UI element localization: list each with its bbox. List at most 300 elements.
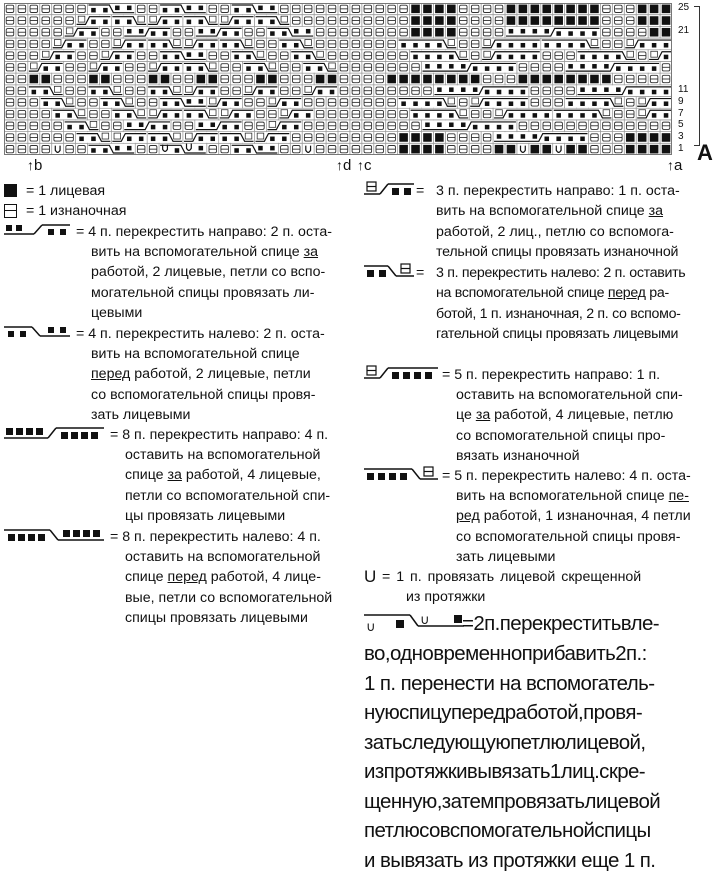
knit-stitch xyxy=(650,16,659,25)
knit-mini xyxy=(306,66,311,71)
purl-stitch xyxy=(18,122,26,129)
knit-mini xyxy=(32,90,37,95)
purl-stitch xyxy=(483,134,491,141)
purl-stitch xyxy=(400,110,408,117)
purl-stitch xyxy=(304,5,312,12)
purl-stitch xyxy=(615,122,623,129)
knit-stitch xyxy=(650,145,659,154)
knitting-chart-grid xyxy=(4,3,672,155)
knit-stitch xyxy=(399,145,408,154)
knit-mini xyxy=(509,101,514,106)
knit-mini xyxy=(163,8,168,13)
purl-stitch xyxy=(352,40,360,47)
legend-text: =2п.перекреститьвле- xyxy=(462,612,660,635)
purl-stitch xyxy=(304,122,312,129)
knit-mini xyxy=(568,31,573,36)
knit-mini xyxy=(139,29,144,34)
purl-stitch xyxy=(42,17,50,24)
legend-item-cable-4-left xyxy=(4,324,356,425)
knit-stitch xyxy=(662,16,671,25)
knit-stitch xyxy=(435,75,444,84)
knit-stitch xyxy=(411,133,420,142)
knit-mini xyxy=(580,113,585,118)
knit-mini xyxy=(401,43,406,48)
knit-mini xyxy=(103,148,108,153)
purl-stitch xyxy=(328,99,336,106)
purl-stitch xyxy=(245,99,253,106)
purl-stitch xyxy=(483,110,491,117)
knit-mini xyxy=(497,66,502,71)
purl-stitch xyxy=(78,146,86,153)
knit-mini xyxy=(246,20,251,25)
purl-stitch xyxy=(6,52,14,59)
purl-stitch xyxy=(18,87,26,94)
knit-mini xyxy=(234,125,239,130)
knit-mini xyxy=(580,55,585,60)
knit-mini xyxy=(43,66,48,71)
purl-stitch xyxy=(638,122,646,129)
knit-mini xyxy=(521,55,526,60)
knit-mini xyxy=(199,113,204,118)
knit-mini xyxy=(604,55,609,60)
purl-stitch xyxy=(340,99,348,106)
purl-stitch xyxy=(316,29,324,36)
purl-stitch xyxy=(292,64,300,71)
purl-stitch xyxy=(42,134,50,141)
knit-mini xyxy=(258,20,263,25)
purl-stitch xyxy=(328,40,336,47)
purl-stitch xyxy=(448,146,456,153)
purl-stitch xyxy=(626,99,634,106)
knit-stitch xyxy=(435,5,444,14)
knit-mini xyxy=(568,101,573,106)
legend-text: со вспомогательной спицы провя- xyxy=(91,386,316,403)
legend-text: работой, 2 лиц., петлю со вспомога- xyxy=(436,223,674,240)
purl-stitch xyxy=(6,134,14,141)
knit-mini xyxy=(151,43,156,48)
knit-stitch xyxy=(650,5,659,14)
knit-stitch xyxy=(149,75,158,84)
knit-stitch xyxy=(435,145,444,154)
knit-mini xyxy=(413,113,418,118)
legend-text: на вспомогательной спице xyxy=(436,285,608,302)
knit-mini xyxy=(437,122,442,127)
knit-stitch xyxy=(387,75,396,84)
purl-stitch xyxy=(137,146,145,153)
knit-mini xyxy=(222,31,227,36)
knit-mini xyxy=(67,113,72,118)
purl-stitch xyxy=(18,110,26,117)
knit-stitch xyxy=(578,16,587,25)
purl-stitch xyxy=(352,146,360,153)
legend-text: = 1 п. провязать лицевой скрещенной xyxy=(382,569,642,585)
knit-stitch xyxy=(542,16,551,25)
knit-mini xyxy=(485,66,490,71)
marker-label: c xyxy=(364,157,372,174)
purl-stitch xyxy=(448,134,456,141)
legend-item-cable-3-left-purl xyxy=(364,263,718,365)
knit-stitch xyxy=(566,145,575,154)
knit-mini xyxy=(187,6,192,11)
knit-mini xyxy=(616,55,621,60)
legend-text: цы провязать лицевыми xyxy=(125,507,286,524)
legend-item-cable-8-left xyxy=(4,527,356,629)
purl-stitch xyxy=(221,5,229,12)
purl-stitch xyxy=(66,87,74,94)
legend-text: = 4 п. перекрестить налево: 2 п. оста- xyxy=(76,326,325,342)
knit-stitch xyxy=(566,75,575,84)
purl-stitch xyxy=(388,52,396,59)
legend-underlined: за xyxy=(475,407,491,424)
knit-stitch xyxy=(399,133,408,142)
purl-stitch xyxy=(340,110,348,117)
purl-stitch xyxy=(173,122,181,129)
purl-stitch xyxy=(18,5,26,12)
purl-stitch xyxy=(78,75,86,82)
knit-stitch xyxy=(650,28,659,37)
knit-mini xyxy=(437,43,442,48)
purl-stitch xyxy=(626,75,634,82)
chart-svg xyxy=(4,3,672,155)
legend-text: могательной спицы провязать ли- xyxy=(91,284,315,301)
purl-stitch xyxy=(376,29,384,36)
twisted-from-bar-icon: U xyxy=(364,567,377,586)
knit-stitch xyxy=(638,16,647,25)
knit-stitch xyxy=(101,75,110,84)
purl-stitch xyxy=(78,99,86,106)
purl-stitch xyxy=(42,5,50,12)
knit-mini xyxy=(282,125,287,130)
purl-stitch xyxy=(388,146,396,153)
purl-stitch xyxy=(364,134,372,141)
purl-stitch xyxy=(471,5,479,12)
knit-mini xyxy=(497,134,502,139)
purl-stitch xyxy=(18,40,26,47)
purl-stitch xyxy=(352,64,360,71)
knit-mini xyxy=(258,90,263,95)
legend-text: = 1 лицевая xyxy=(26,183,106,199)
purl-stitch xyxy=(650,122,658,129)
purl-stitch xyxy=(6,64,14,71)
knit-mini xyxy=(556,137,561,142)
svg-text:∪: ∪ xyxy=(420,612,430,627)
purl-stitch xyxy=(281,5,289,12)
legend-text: нуюспицупередработой,провя- xyxy=(364,701,643,724)
knit-mini xyxy=(294,29,299,34)
purl-stitch xyxy=(269,40,277,47)
purl-stitch xyxy=(54,122,62,129)
knit-mini xyxy=(151,137,156,142)
legend-text: це xyxy=(456,407,476,424)
knit-mini xyxy=(175,20,180,25)
knit-mini xyxy=(521,29,526,34)
purl-stitch xyxy=(30,146,38,153)
knit-stitch xyxy=(423,16,432,25)
knit-mini xyxy=(306,55,311,60)
purl-stitch xyxy=(54,134,62,141)
knit-mini xyxy=(652,101,657,106)
knit-stitch xyxy=(316,75,325,84)
knit-stitch xyxy=(626,145,635,154)
knit-mini xyxy=(604,101,609,106)
legend-text: со вспомогательной спицы про- xyxy=(456,427,666,444)
knit-mini xyxy=(509,55,514,60)
purl-stitch xyxy=(78,52,86,59)
purl-stitch xyxy=(328,29,336,36)
legend-underlined: перед xyxy=(607,285,646,302)
purl-stitch xyxy=(352,99,360,106)
knit-mini xyxy=(258,66,263,71)
knit-stitch xyxy=(531,75,540,84)
purl-stitch xyxy=(483,75,491,82)
knit-mini xyxy=(127,20,132,25)
legend-item-cable-8-right xyxy=(4,425,356,527)
purl-stitch xyxy=(424,87,432,94)
purl-stitch xyxy=(340,17,348,24)
knit-stitch xyxy=(423,145,432,154)
knit-stitch xyxy=(423,5,432,14)
purl-stitch xyxy=(66,17,74,24)
knit-mini xyxy=(175,101,180,106)
purl-stitch xyxy=(567,52,575,59)
purl-stitch xyxy=(18,17,26,24)
purl-stitch xyxy=(615,146,623,153)
purl-stitch xyxy=(615,134,623,141)
purl-stitch xyxy=(137,64,145,71)
cable-3-right-purl-icon xyxy=(364,181,420,201)
knit-mini xyxy=(461,64,466,69)
purl-stitch xyxy=(30,99,38,106)
purl-stitch xyxy=(567,122,575,129)
knit-mini xyxy=(509,113,514,118)
legend-equals: = xyxy=(416,265,425,281)
knit-mini xyxy=(163,43,168,48)
purl-stitch xyxy=(221,64,229,71)
cable-4-left-icon xyxy=(4,324,74,344)
knit-stitch xyxy=(602,75,611,84)
legend-item-cross-left-increase xyxy=(364,609,718,879)
legend-underlined: за xyxy=(303,244,319,260)
knit-mini xyxy=(222,43,227,48)
knit-mini xyxy=(127,55,132,60)
legend-text: работой, 2 лицевые, петли со вспо- xyxy=(91,264,326,281)
legend-text: 3 п. перекрестить направо: 1 п. оста- xyxy=(436,183,680,199)
purl-stitch xyxy=(18,75,26,82)
purl-stitch xyxy=(328,5,336,12)
knit-mini xyxy=(115,20,120,25)
row-number: 25 xyxy=(678,2,690,13)
marker-a xyxy=(667,157,682,174)
knit-mini xyxy=(55,113,60,118)
knit-stitch xyxy=(662,145,671,154)
purl-stitch xyxy=(90,99,98,106)
purl-stitch xyxy=(615,29,623,36)
purl-stitch xyxy=(579,122,587,129)
purl-stitch xyxy=(531,64,539,71)
knit-mini xyxy=(449,122,454,127)
knit-mini xyxy=(497,90,502,95)
knit-mini xyxy=(55,101,60,106)
legend-text: = 5 п. перекрестить направо: 1 п. xyxy=(442,367,661,383)
knit-mini xyxy=(544,43,549,48)
legend-text: = 8 п. перекрестить налево: 4 п. xyxy=(110,529,321,545)
legend-text: спице xyxy=(125,569,168,586)
knit-mini xyxy=(604,87,609,92)
knit-mini xyxy=(163,55,168,60)
purl-stitch xyxy=(137,75,145,82)
purl-stitch xyxy=(18,64,26,71)
purl-stitch xyxy=(364,5,372,12)
knit-mini xyxy=(509,90,514,95)
purl-stitch xyxy=(352,87,360,94)
purl-stitch xyxy=(531,122,539,129)
knit-mini xyxy=(592,55,597,60)
legend-text: щенную,затемпровязатьлицевой xyxy=(364,789,661,813)
purl-stitch xyxy=(376,134,384,141)
purl-stitch xyxy=(269,110,277,117)
knit-mini xyxy=(234,101,239,106)
marker-label: a xyxy=(674,157,683,174)
purl-stitch xyxy=(78,87,86,94)
knit-mini xyxy=(210,90,215,95)
knit-stitch xyxy=(411,16,420,25)
knit-mini xyxy=(318,66,323,71)
purl-stitch xyxy=(459,17,467,24)
legend-text: петлюсовспомогательнойспицы xyxy=(364,819,651,842)
knit-mini xyxy=(222,137,227,142)
legend-item-twisted-from-bar xyxy=(364,567,718,609)
knit-mini xyxy=(163,113,168,118)
knit-mini xyxy=(473,125,478,130)
purl-stitch xyxy=(376,99,384,106)
knit-stitch xyxy=(578,145,587,154)
knit-mini xyxy=(437,101,442,106)
knit-stitch xyxy=(531,5,540,14)
knit-mini xyxy=(246,66,251,71)
knit-mini xyxy=(544,29,549,34)
purl-stitch xyxy=(54,5,62,12)
purl-stitch xyxy=(603,40,611,47)
knit-stitch xyxy=(447,5,456,14)
purl-stitch xyxy=(650,75,658,82)
purl-stitch xyxy=(18,29,26,36)
purl-stitch xyxy=(340,52,348,59)
knit-mini xyxy=(294,113,299,118)
knit-mini xyxy=(91,137,96,142)
knit-mini xyxy=(449,64,454,69)
purl-stitch xyxy=(543,64,551,71)
knit-mini xyxy=(115,6,120,11)
legend-text: зать лицевыми xyxy=(456,548,556,565)
purl-stitch xyxy=(364,29,372,36)
knit-mini xyxy=(533,29,538,34)
purl-stitch xyxy=(364,52,372,59)
purl-stitch xyxy=(615,110,623,117)
knit-stitch xyxy=(531,16,540,25)
knit-stitch xyxy=(423,133,432,142)
cable-8-left-icon xyxy=(4,527,108,547)
legend-item-knit xyxy=(4,181,356,201)
knit-mini xyxy=(246,55,251,60)
purl-stitch xyxy=(66,134,74,141)
purl-stitch xyxy=(615,40,623,47)
knit-mini xyxy=(425,55,430,60)
knit-mini xyxy=(413,43,418,48)
legend-item-cable-5-right-purl xyxy=(364,365,718,466)
knit-mini xyxy=(187,66,192,71)
purl-stitch xyxy=(114,122,122,129)
knit-mini xyxy=(234,31,239,36)
knit-mini xyxy=(163,101,168,106)
purl-stitch xyxy=(352,75,360,82)
purl-stitch xyxy=(388,122,396,129)
knit-stitch xyxy=(638,5,647,14)
cable-3-left-purl-icon xyxy=(364,263,420,283)
knit-mini xyxy=(437,64,442,69)
purl-stitch xyxy=(638,52,646,59)
knit-mini xyxy=(79,43,84,48)
knit-mini xyxy=(199,29,204,34)
legend-text: работой, 4 лицевые, xyxy=(181,467,321,484)
purl-stitch xyxy=(149,52,157,59)
knit-stitch xyxy=(590,16,599,25)
knit-mini xyxy=(425,43,430,48)
purl-stitch xyxy=(555,52,563,59)
knit-mini xyxy=(199,66,204,71)
purl-stitch xyxy=(221,52,229,59)
knit-mini xyxy=(664,43,669,48)
knit-mini xyxy=(449,87,454,92)
knit-mini xyxy=(461,122,466,127)
knit-stitch xyxy=(638,145,647,154)
purl-stitch xyxy=(292,5,300,12)
knit-mini xyxy=(270,31,275,36)
cable-4-right-icon xyxy=(4,222,74,242)
knit-mini xyxy=(306,113,311,118)
purl-stitch xyxy=(364,40,372,47)
knit-stitch xyxy=(626,133,635,142)
purl-stitch xyxy=(292,17,300,24)
purl-stitch xyxy=(603,122,611,129)
up-arrow-icon: ↑ xyxy=(667,157,674,173)
knit-stitch xyxy=(411,145,420,154)
knit-stitch xyxy=(268,75,277,84)
knit-mini xyxy=(282,31,287,36)
purl-stitch xyxy=(102,29,110,36)
knit-mini xyxy=(127,122,132,127)
purl-stitch xyxy=(30,110,38,117)
purl-stitch xyxy=(340,146,348,153)
purl-stitch xyxy=(376,52,384,59)
purl-stitch xyxy=(388,110,396,117)
legend-underlined: ред xyxy=(456,508,480,525)
row-number: 11 xyxy=(678,84,689,95)
purl-stitch xyxy=(185,122,193,129)
purl-stitch xyxy=(376,110,384,117)
marker-d xyxy=(336,157,351,174)
purl-stitch xyxy=(173,29,181,36)
legend-text: = 4 п. перекрестить направо: 2 п. оста- xyxy=(76,224,332,240)
purl-stitch xyxy=(364,17,372,24)
knit-mini xyxy=(282,101,287,106)
knit-stitch xyxy=(447,75,456,84)
knit-mini xyxy=(127,29,132,34)
knit-mini xyxy=(449,55,454,60)
knit-stitch xyxy=(519,16,528,25)
knit-mini xyxy=(485,101,490,106)
knit-mini xyxy=(318,90,323,95)
cable-5-left-purl-icon xyxy=(364,466,440,486)
